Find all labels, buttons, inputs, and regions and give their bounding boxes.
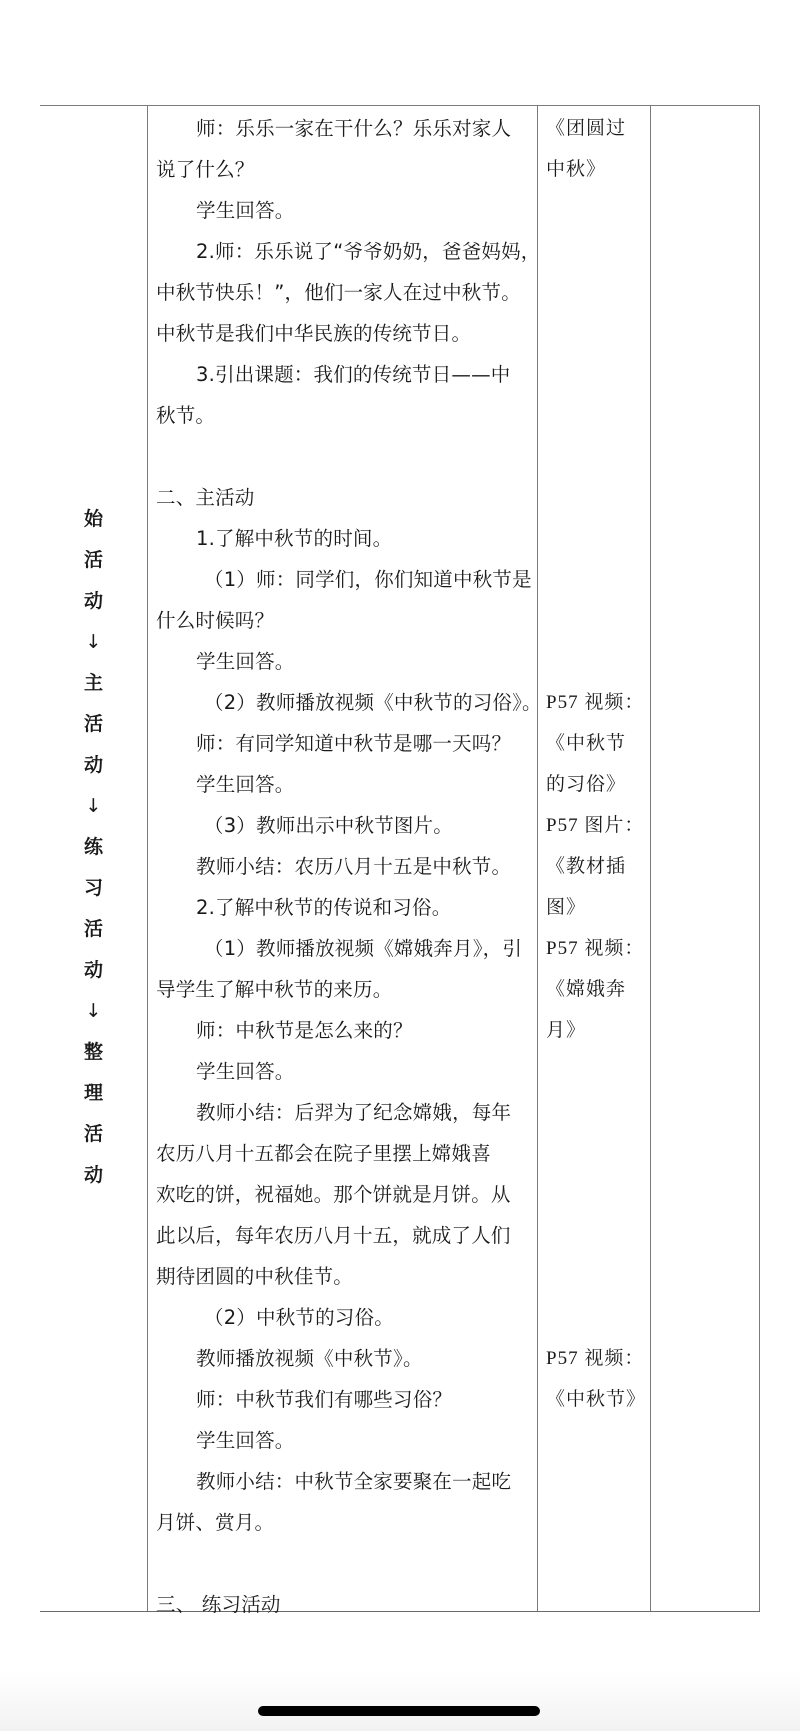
resource-reference: P57 视频： (546, 1348, 645, 1369)
arrow-down-icon: ↓ (85, 795, 102, 817)
content-line: 中秋节快乐！”，他们一家人在过中秋节。 (156, 281, 521, 304)
content-line: 师：中秋节是怎么来的？ (196, 1019, 413, 1042)
stage-label-char: 活 (83, 918, 103, 940)
resource-title: 中秋》 (546, 158, 607, 180)
stage-label-char: 活 (83, 713, 103, 735)
stage-label-char: 动 (83, 959, 103, 981)
arrow-down-icon: ↓ (85, 1000, 102, 1022)
stage-label-char: 主 (83, 672, 103, 694)
content-line: 二、主活动 (156, 486, 255, 509)
content-line: 学生回答。 (196, 199, 295, 222)
content-line: 教师小结：农历八月十五是中秋节。 (196, 855, 512, 878)
stage-column (40, 106, 147, 1611)
content-line: （1）师：同学们，你们知道中秋节是 (204, 568, 532, 591)
resource-reference: P57 视频： (546, 692, 645, 713)
content-line: 师：乐乐一家在干什么？乐乐对家人 (196, 117, 512, 140)
content-line: 月饼、赏月。 (156, 1511, 275, 1534)
content-line: 导学生了解中秋节的来历。 (156, 978, 393, 1001)
content-line: （3）教师出示中秋节图片。 (204, 814, 454, 837)
stage-label-char: 理 (83, 1082, 103, 1104)
content-line: 教师小结：后羿为了纪念嫦娥，每年 (196, 1101, 512, 1124)
resource-title: 《团圆过 (546, 117, 627, 139)
content-line: 2.师：乐乐说了“爷爷奶奶，爸爸妈妈， (196, 240, 541, 263)
content-line: （2）中秋节的习俗。 (204, 1306, 394, 1329)
stage-label-char: 始 (83, 508, 103, 530)
home-indicator[interactable] (258, 1706, 540, 1716)
content-line: 学生回答。 (196, 650, 295, 673)
content-line: 三、 练习活动 (156, 1593, 281, 1616)
resource-title: 《中秋节》 (546, 1388, 647, 1410)
stage-label-char: 整 (83, 1041, 103, 1063)
content-line: 说了什么？ (156, 158, 255, 181)
resource-reference: P57 图片： (546, 815, 645, 836)
resource-title: 《中秋节 (546, 732, 627, 754)
stage-label-char: 活 (83, 1123, 103, 1145)
content-line: 学生回答。 (196, 773, 295, 796)
blank-line (156, 1543, 531, 1584)
resource-title: 《嫦娥奔 (546, 978, 627, 1000)
notes-column (650, 106, 760, 1611)
content-line: （2）教师播放视频《中秋节的习俗》。 (204, 691, 542, 714)
stage-label-char: 活 (83, 549, 103, 571)
stage-label-char: 动 (83, 1164, 103, 1186)
content-line: 欢吃的饼，祝福她。那个饼就是月饼。从 (156, 1183, 511, 1206)
content-line: 师：中秋节我们有哪些习俗？ (196, 1388, 453, 1411)
content-line: 中秋节是我们中华民族的传统节日。 (156, 322, 472, 345)
content-line: 农历八月十五都会在院子里摆上嫦娥喜 (156, 1142, 491, 1165)
content-line: （1）教师播放视频《嫦娥奔月》，引 (204, 937, 523, 960)
stage-label-char: 习 (83, 877, 103, 899)
content-line: 2.了解中秋节的传说和习俗。 (196, 896, 452, 919)
arrow-down-icon: ↓ (85, 631, 102, 653)
content-line: 3.引出课题：我们的传统节日——中 (196, 363, 511, 386)
content-column (147, 106, 542, 1616)
content-line: 学生回答。 (196, 1060, 295, 1083)
content-line: 什么时候吗？ (156, 609, 275, 632)
resource-column (537, 106, 650, 1611)
stage-label-char: 动 (83, 754, 103, 776)
blank-line (156, 436, 531, 477)
bottom-safe-area (0, 1671, 800, 1731)
resource-title: 月》 (546, 1019, 587, 1041)
content-line: 教师小结：中秋节全家要聚在一起吃 (196, 1470, 512, 1493)
stage-label-char: 练 (83, 836, 103, 858)
content-line: 教师播放视频《中秋节》。 (196, 1347, 423, 1370)
content-line: 1.了解中秋节的时间。 (196, 527, 393, 550)
content-line: 此以后，每年农历八月十五，就成了人们 (156, 1224, 511, 1247)
lesson-plan-table (40, 105, 760, 1616)
content-line: 师：有同学知道中秋节是哪一天吗？ (196, 732, 512, 755)
content-line: 秋节。 (156, 404, 216, 427)
content-line: 学生回答。 (196, 1429, 295, 1452)
resource-title: 《教材插 (546, 855, 627, 877)
resource-reference: P57 视频： (546, 938, 645, 959)
resource-title: 图》 (546, 896, 587, 918)
stage-label-char: 动 (83, 590, 103, 612)
content-line: 期待团圆的中秋佳节。 (156, 1265, 354, 1288)
resource-title: 的习俗》 (546, 773, 627, 795)
